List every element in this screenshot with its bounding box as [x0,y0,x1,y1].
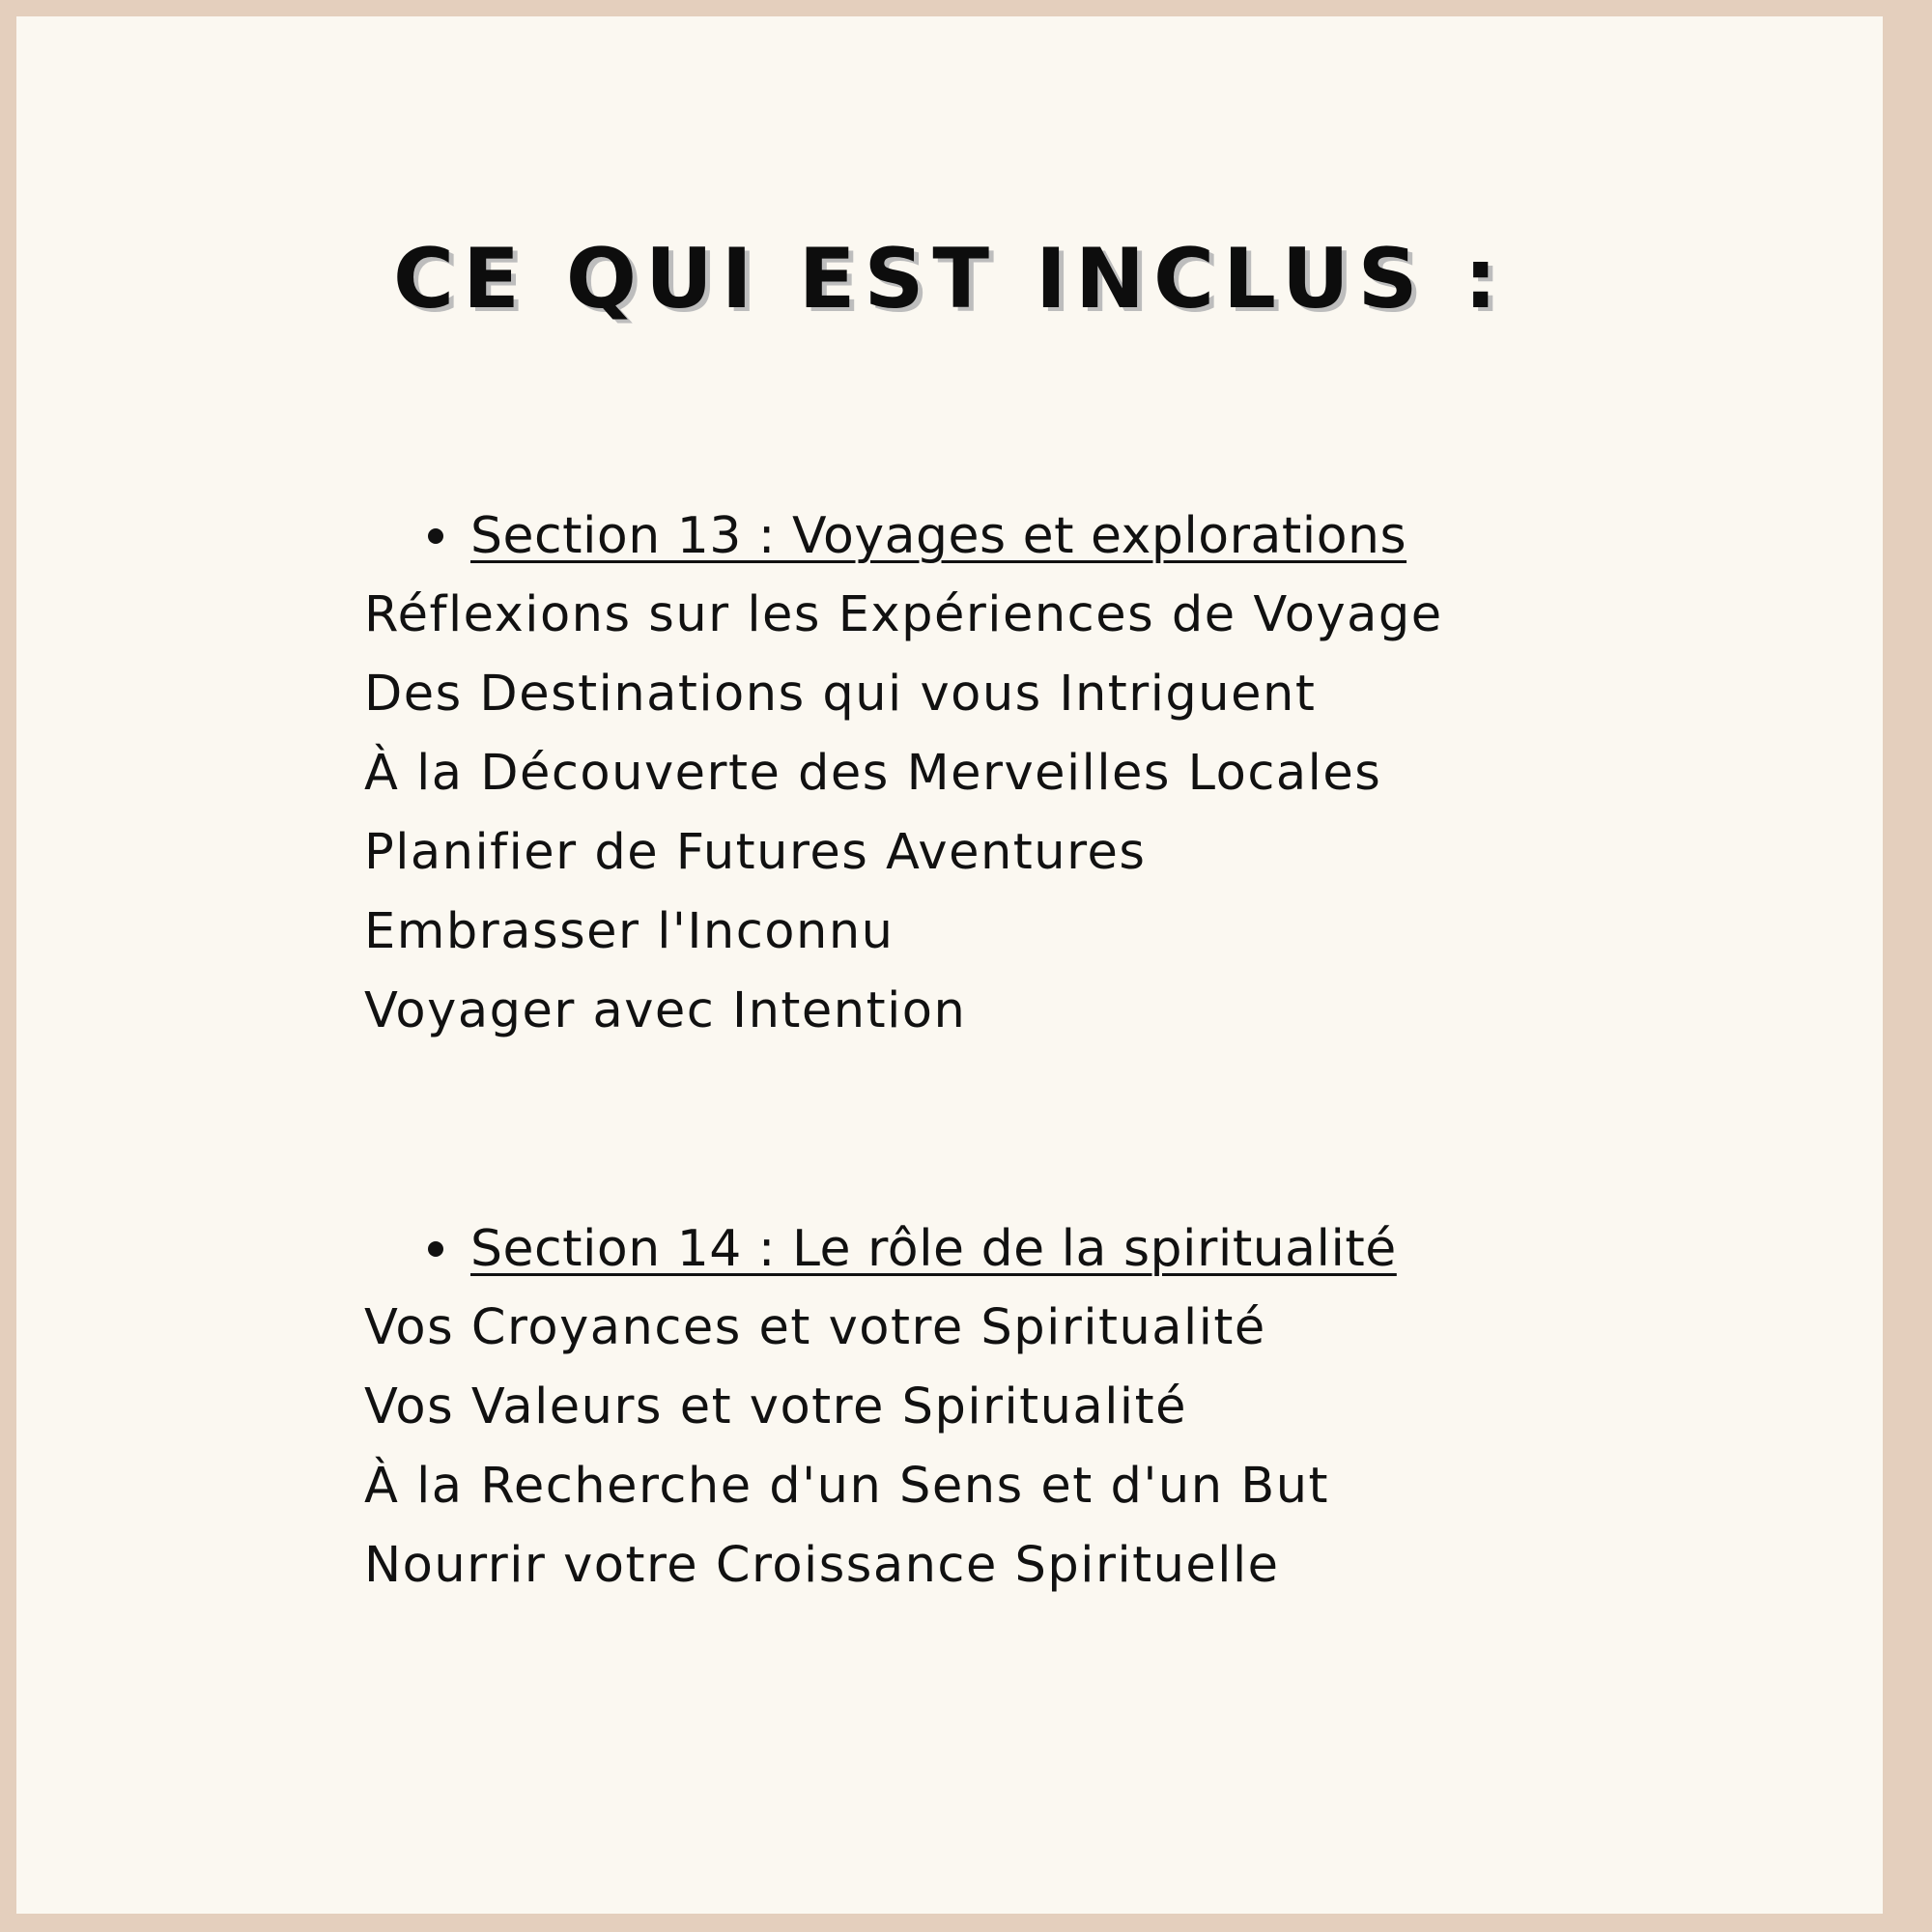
list-item: Réflexions sur les Expériences de Voyage [364,586,1443,643]
list-item: À la Découverte des Merveilles Locales [364,745,1382,802]
section-heading-text: Section 14 : Le rôle de la spiritualité [470,1220,1397,1278]
section-13 [364,497,1443,1051]
bullet-icon [428,1241,443,1257]
section-heading-text: Section 13 : Voyages et explorations [470,507,1407,565]
list-item: Nourrir votre Croissance Spirituelle [364,1537,1280,1594]
list-item: À la Recherche d'un Sens et d'un But [364,1458,1330,1515]
section-heading [364,497,1443,576]
list-item: Voyager avec Intention [364,982,967,1039]
list-item: Vos Croyances et votre Spiritualité [364,1299,1266,1356]
page-title: CE QUI EST INCLUS : [393,231,1506,327]
list-item: Des Destinations qui vous Intriguent [364,666,1317,723]
list-item: Embrasser l'Inconnu [364,903,895,960]
list-item: Planifier de Futures Aventures [364,824,1147,881]
bullet-icon [428,528,443,544]
section-heading [364,1209,1397,1289]
list-item: Vos Valeurs et votre Spiritualité [364,1378,1187,1435]
section-14 [364,1209,1397,1605]
page-frame [16,16,1883,1914]
